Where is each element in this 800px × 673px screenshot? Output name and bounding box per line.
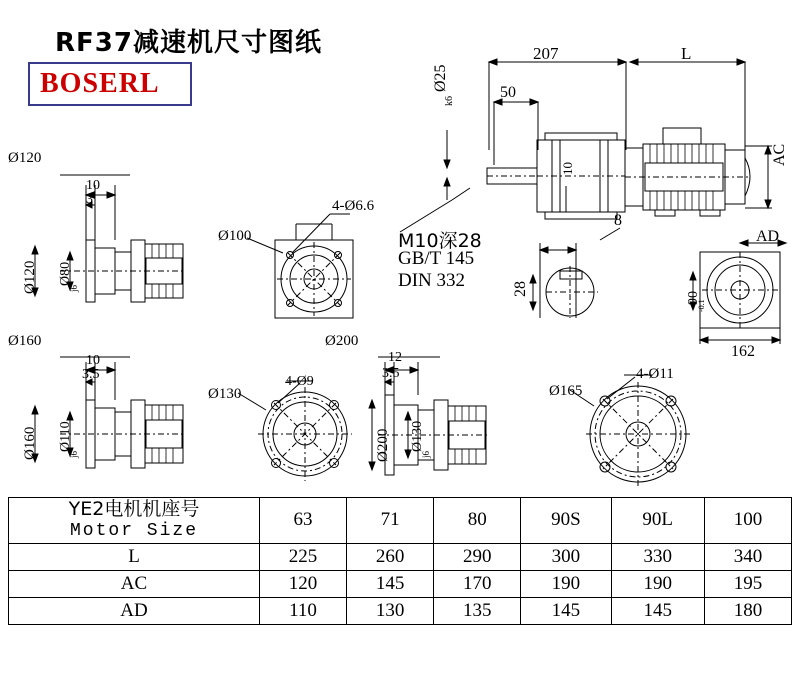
dim-shaft-diameter-label: Ø25 [432, 64, 449, 92]
table-row [9, 570, 792, 597]
dim-35-label: 3.5 [82, 367, 100, 382]
dim-10-label: 10 [86, 178, 100, 193]
dim-207-label: 207 [533, 44, 559, 63]
holes-4x9-label: 4-Ø9 [285, 374, 314, 389]
dim-12-label: 12 [388, 350, 402, 365]
d80-tolerance-label: j6 [69, 284, 79, 292]
dim-10-vertical-label: 10 [560, 162, 575, 175]
dim-90-tolerance-label: -0.1 [697, 299, 706, 312]
d160-vertical-label: Ø160 [22, 426, 38, 460]
table-cell: 340 [704, 543, 791, 570]
d200-vertical-label: Ø200 [375, 428, 391, 462]
thread-spec-line2: GB/T 145 [398, 248, 475, 269]
dim-3-label: 3 [86, 192, 93, 207]
table-cell: 135 [434, 597, 521, 624]
dim-AC-label: AC [771, 143, 788, 166]
d130b-tolerance-label: j6 [421, 450, 431, 458]
header-label-en: Motor Size [69, 520, 199, 541]
table-cell: 110 [260, 597, 347, 624]
dim-shaft-tolerance-label: k6 [444, 96, 455, 106]
d100-label: Ø100 [218, 228, 252, 244]
table-cell: 190 [611, 570, 704, 597]
holes-4x11-label: 4-Ø11 [636, 366, 674, 382]
d120-top-label: Ø120 [8, 150, 42, 166]
dim-35b-label: 3.5 [382, 366, 400, 381]
table-row [9, 597, 792, 624]
row-label: AD [9, 597, 260, 624]
d165-label: Ø165 [549, 383, 583, 399]
dim-8-label: 8 [614, 212, 622, 229]
table-cell: 145 [611, 597, 704, 624]
table-header-label [9, 498, 260, 544]
table-cell: 120 [260, 570, 347, 597]
dim-90-label: 90 [686, 291, 701, 305]
thread-spec-line3: DIN 332 [398, 270, 466, 291]
table-cell: 225 [260, 543, 347, 570]
table-row [9, 543, 792, 570]
table-cell: 145 [347, 570, 434, 597]
dim-162-label: 162 [731, 343, 755, 360]
dim-28-label: 28 [512, 281, 529, 297]
table-header-cell: 90S [521, 498, 611, 544]
table-cell: 330 [611, 543, 704, 570]
thread-spec-line1: M10深28 [398, 230, 482, 252]
dim-50-label: 50 [500, 84, 516, 101]
table-header-cell: 80 [434, 498, 521, 544]
table-header-cell: 71 [347, 498, 434, 544]
d110-label: Ø110 [58, 421, 73, 452]
table-header-cell: 100 [704, 498, 791, 544]
spec-table [8, 497, 792, 625]
header-label-cn: YE2电机机座号 [68, 498, 200, 520]
holes-4x66-label: 4-Ø6.6 [332, 198, 375, 214]
table-cell: 130 [347, 597, 434, 624]
d200-top-label: Ø200 [325, 333, 359, 349]
d110-tolerance-label: j6 [69, 450, 79, 458]
table-cell: 300 [521, 543, 611, 570]
dim-AD-label: AD [756, 228, 780, 245]
row-label: L [9, 543, 260, 570]
table-cell: 190 [521, 570, 611, 597]
table-cell: 180 [704, 597, 791, 624]
table-cell: 195 [704, 570, 791, 597]
d120-vertical-label: Ø120 [22, 260, 38, 294]
d80-label: Ø80 [58, 261, 73, 286]
d130b-label: Ø130 [410, 420, 425, 452]
table-header-cell: 90L [611, 498, 704, 544]
table-cell: 170 [434, 570, 521, 597]
table-cell: 260 [347, 543, 434, 570]
dim-L-label: L [681, 44, 692, 63]
page-title: RF37减速机尺寸图纸 [55, 28, 322, 58]
row-label: AC [9, 570, 260, 597]
table-header-row [9, 498, 792, 544]
table-cell: 145 [521, 597, 611, 624]
d130-label: Ø130 [208, 386, 242, 402]
table-header-cell: 63 [260, 498, 347, 544]
d160-top-label: Ø160 [8, 333, 42, 349]
dim-10b-label: 10 [86, 353, 100, 368]
table-cell: 290 [434, 543, 521, 570]
brand-logo: BOSERL [40, 68, 160, 99]
